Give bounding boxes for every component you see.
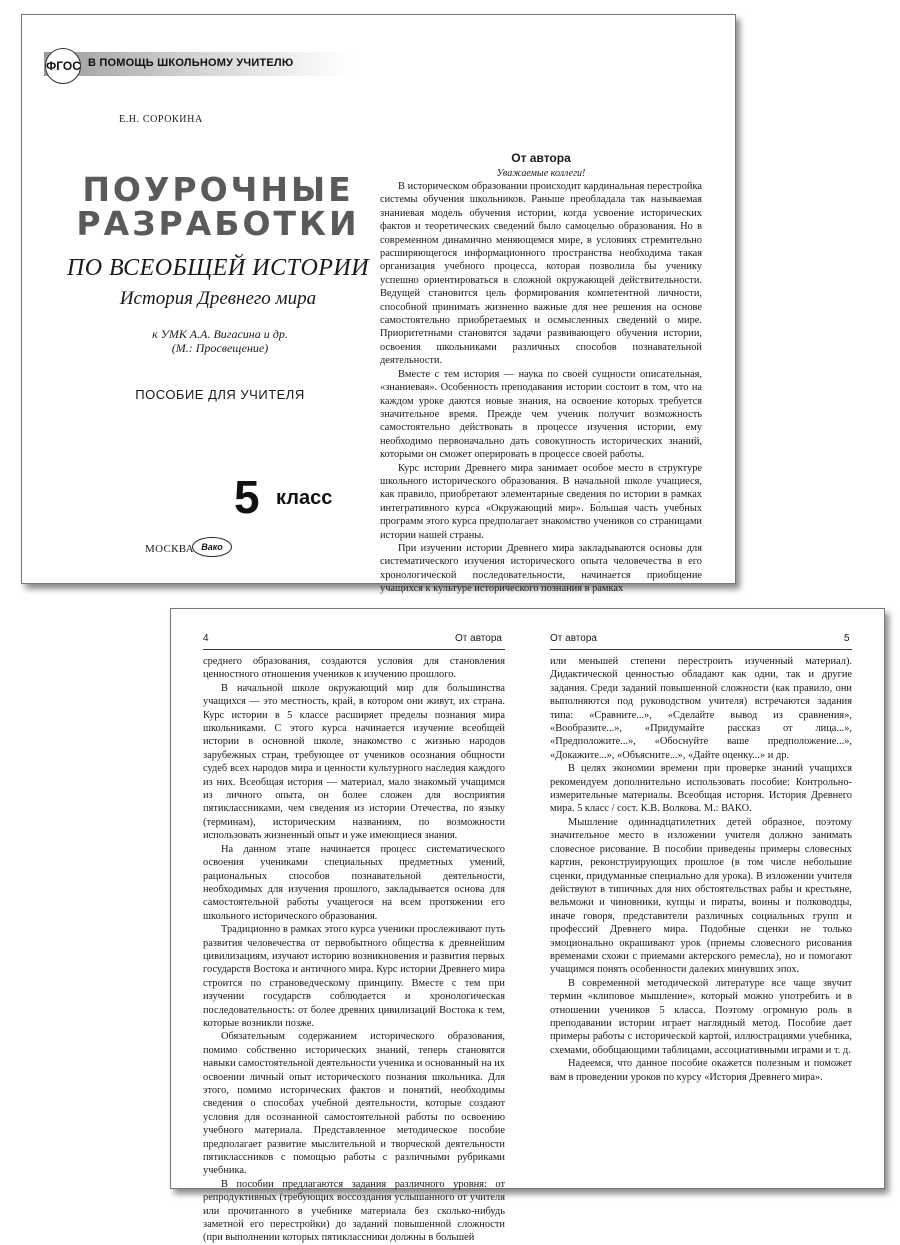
page-4-paragraph: В пособии предлагаются задания различного уровня: от репродуктивных (требующих воссоздания услышанного от учителя или прочитанного в учебнике материала без сколько-нибудь заметной его перестройки) до заданий повышенной сложности (при выполнении которых пятиклассники должны в большей [203, 1178, 505, 1244]
page-5-paragraph: или меньшей степени перестроить изученный материал). Дидактической ценностью обладают как одни, так и другие задания. Среди заданий повышенной сложности (как правило, они выполняются под руководством учителя) встречаются задания типа: «Сравните...», «Сделайте вывод из сравнения», «Вообразите...», «Придумайте рассказ от лица...», «Предположите...», «Обоснуйте ваше предположение...», «Докажите...», «Объясните...», «Дайте оценку...» и др. [550, 656, 852, 761]
umk-line1: к УМК А.А. Вигасина и др. [152, 327, 288, 341]
page-5 [528, 609, 884, 1188]
series-title: В ПОМОЩЬ ШКОЛЬНОМУ УЧИТЕЛЮ [88, 57, 294, 69]
page-number: 4 [203, 633, 209, 644]
umk-line2: (М.: Просвещение) [171, 341, 269, 355]
intro-paragraph: В историческом образовании происходит кардинальная перестройка системы обучения школьников. Раньше преобладала так называемая знаниевая модель обучения истории, когда усвоение исторических фактов и теоретических сведений было самоцелью образования. Но в современном динамично меняющемся мире, в условиях стремительно расширяющегося информационного пространства необходима такая организация учебного процесса, которая позволила бы ученику успешно ориентироваться в сложной окружающей действительности. Ведущей становится цель формирования компетентной личности, способной принимать жизненно важные для нее решения на основе самостоятельно приобретаемых и осмысленных сведений о мире. Приоритетными становятся задачи развивающего обучения истории, освоения школьниками различных способов познавательной деятельности. [380, 181, 702, 367]
author-name: Е.Н. СОРОКИНА [119, 114, 203, 125]
header-rule [203, 649, 505, 650]
page-4-paragraph: В начальной школе окружающий мир для большинства учащихся — это местность, край, в котором они живут, их страна. Курс истории в 5 классе расширяет пределы познания мира школьниками. С этого курса начинается изучение всеобщей истории в основной школе, знакомство с жизнью народов зарубежных стран, требующее от учеников осознания общности судеб всех народов мира и ценности культурного наследия каждого из них. Всеобщая история — материал, мало знакомый учащимся из личного опыта, он более сложен для восприятия пятиклассниками, чем сведения из истории Отечества, по языку (терминам), историческим названиям, по возможности использовать жизненный опыт и уже имеющиеся знания. [203, 682, 505, 842]
inner-spread [170, 608, 885, 1244]
page-4-paragraph: На данном этапе начинается процесс систематического освоения учениками специальных предметных умений, рациональных способов познавательной деятельности, необходимых для изучения прошлого, закладывается основа для самостоятельной работы учащегося на всем протяжении его школьного исторического образования. [203, 843, 505, 922]
book-title-line1: ПОУРОЧНЫЕ [82, 170, 354, 209]
page-number: 5 [844, 633, 850, 644]
page-4-paragraph: Обязательным содержанием исторического образования, помимо собственно исторических знаний, теперь становятся навыки самостоятельной деятельности ученика и основанный на их освоении личный опыт исторического познания школьника. Для этого, помимо исторических фактов и понятий, необходимы сведения о способах учебной деятельности, которые создают условия для осознанной самостоятельной работы по освоению учебного материала. Представленное методическое пособие предполагает развитие мыслительной и творческой деятельности пятиклассников с помощью работы с различными рубриками учебника. [203, 1031, 505, 1177]
intro-paragraph: При изучении истории Древнего мира закладываются основы для систематического изучения исторического опыта человечества в его хронологической последовательности, начинается приобщение учащихся к культуре исторического познания в рамках [380, 542, 702, 595]
manual-label: ПОСОБИЕ ДЛЯ УЧИТЕЛЯ [135, 387, 305, 402]
intro-paragraph: Курс истории Древнего мира занимает особое место в структуре школьного исторического образования. В начальной школе учащиеся, как правило, приобретают элементарные сведения по истории в рамках интегративного курса «Окружающий мир». Бо́льшая часть учебных программ этого курса предполагает знакомство учеников со страницами истории нашей страны. [380, 462, 702, 541]
page-4-paragraph: Традиционно в рамках этого курса ученики прослеживают путь развития человечества от первобытного общества к древнейшим цивилизациям, изучают историю возникновения и развития первых государств Востока и античного мира. Курс истории Древнего мира строится по страноведческому принципу. Вместе с тем при изучении государств соблюдается и хронологическая последовательность: от более древних цивилизаций Востока к тем, которые возникли позже. [203, 924, 505, 1029]
book-title-line2: РАЗРАБОТКИ [76, 204, 360, 243]
book-subtitle-course: История Древнего мира [119, 288, 317, 309]
fgos-logo-icon: ФГОС [45, 48, 81, 84]
running-head: От автора [550, 633, 597, 644]
book-title [67, 170, 369, 243]
page-5-body [550, 655, 852, 1084]
header-rule [550, 649, 852, 650]
page-4-paragraph: среднего образования, создаются условия для становления ценностного отношения учеников к изучению прошлого. [203, 656, 505, 681]
page-4-body [203, 655, 505, 1245]
intro-body [380, 180, 702, 596]
publisher-logo-icon: Вако [192, 537, 232, 557]
intro-page [380, 15, 702, 595]
grade-label: класс [276, 487, 333, 509]
page-5-paragraph: В современной методической литературе все чаще звучит термин «клиповое мышление», который можно употребить и в отношении учеников 5 класса. Поэтому огромную роль в преподавании истории играет наглядный метод. Пособие дает примеры работы с исторической картой, иллюстрациями учебника, схемами, обобщающими таблицами, ассоциативными играми и т. д. [550, 977, 852, 1056]
running-head: От автора [455, 633, 502, 644]
intro-heading: От автора [511, 151, 571, 165]
umk-note [90, 327, 350, 355]
book-subtitle: ПО ВСЕОБЩЕЙ ИСТОРИИ [66, 255, 370, 281]
cover-spread [21, 14, 736, 595]
cover-page [22, 15, 378, 583]
publication-city: МОСКВА [145, 543, 194, 555]
grade-number: 5 [234, 471, 260, 523]
intro-paragraph: Вместе с тем история — наука по своей сущности описательная, «знаниевая». Особенность преподавания истории состоит в том, что на каждом уроке даются новые знания, на освоение которых требуется значительное время. Прежде чем ученик получит возможность самостоятельно действовать в процессе изучения истории, ему необходимо первоначально дать совокупность исторических знаний, которыми он сможет оперировать в процессе своей работы. [380, 368, 702, 461]
page-5-paragraph: Мышление одиннадцатилетних детей образное, поэтому значительное место в изложении учителя должно занимать словесное рисование. В пособии приведены примеры словесных картин, реконструирующих прошлое (в том числе небольшие сценки, придуманные специально для урока). В изложении учителя действуют в типичных для них обстоятельствах рабы и крестьяне, вельможи и чиновники, купцы и пираты, воины и полководцы, иначе говоря, представители различных социальных групп и профессий Древнего мира. Подобные сценки не только эмоционально окрашивают урок (приемы словесного рисования временами схожи с приемами актерского ремесла), но и помогают учащимся понять особенности далеких минувших эпох. [550, 816, 852, 976]
intro-greeting: Уважаемые коллеги! [496, 168, 586, 179]
page-5-paragraph: Надеемся, что данное пособие окажется полезным и поможет вам в проведении уроков по курсу «История Древнего мира». [550, 1058, 852, 1083]
page-5-paragraph: В целях экономии времени при проверке знаний учащихся рекомендуем дополнительно использовать пособие: Контрольно-измерительные материалы. Всеобщая история. История Древнего мира. 5 класс / сост. К.В. Волкова. М.: ВАКО. [550, 763, 852, 815]
page-4 [171, 609, 527, 1244]
